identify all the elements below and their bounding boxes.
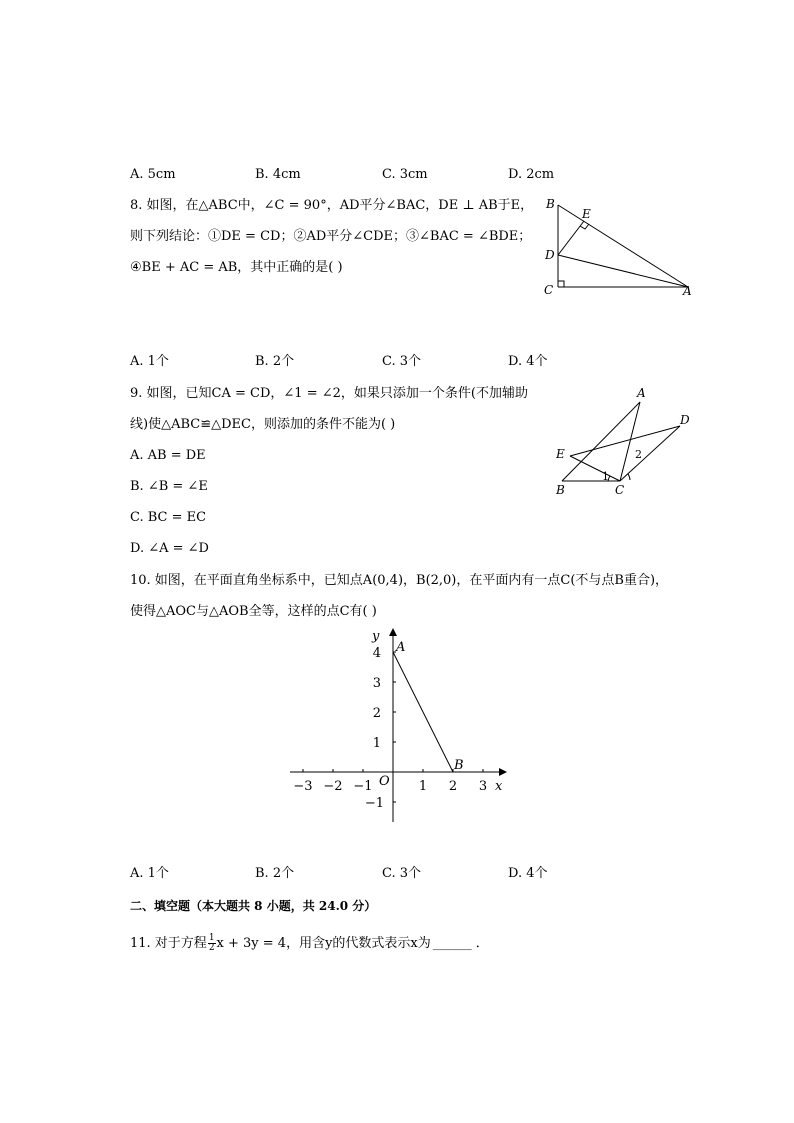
q9-option-c: C. BC = EC	[130, 510, 207, 525]
q8-segment-ad	[558, 255, 688, 287]
q10-stem-line1: 10. 如图，在平面直角坐标系中，已知点A(0,4)，B(2,0)，在平面内有一点C(不与点B重合)，	[130, 573, 669, 588]
q8-option-c: C. 3个	[382, 354, 422, 369]
q9-label-2: 2	[635, 448, 642, 461]
q8-figure	[540, 195, 700, 305]
q10-option-c: C. 3个	[382, 866, 422, 881]
q9-option-d: D. ∠A = ∠D	[130, 541, 209, 556]
q9-option-a: A. AB = DE	[130, 448, 206, 463]
q9-label-a: A	[637, 386, 646, 400]
q10-y-tick-label: 2	[372, 706, 381, 721]
q7-option-a: A. 5cm	[130, 167, 176, 182]
q8-side-ab	[558, 205, 688, 287]
q8-label-c: C	[544, 283, 554, 297]
q9-label-d: D	[680, 413, 690, 427]
q8-option-a: A. 1个	[130, 354, 169, 369]
q8-label-b: B	[546, 197, 555, 211]
q8-option-b: B. 2个	[255, 354, 295, 369]
q10-y-tick-label: 1	[372, 736, 381, 751]
q10-option-d: D. 4个	[508, 866, 548, 881]
q9-label-b: B	[556, 483, 565, 497]
q10-point-a-label: A	[396, 640, 406, 655]
q10-option-a: A. 1个	[130, 866, 169, 881]
q9-segment-ab	[562, 402, 640, 481]
q8-stem-line1: 8. 如图，在△ABC中，∠C = 90°，AD平分∠BAC，DE ⊥ AB于E，	[130, 198, 534, 213]
q10-x-tick-label: −1	[353, 779, 373, 794]
q10-stem-line2: 使得△AOC与△AOB全等，这样的点C有( )	[130, 604, 377, 619]
q9-option-b: B. ∠B = ∠E	[130, 479, 208, 494]
q10-coordinate-figure	[280, 624, 520, 829]
q8-right-angle-c	[558, 281, 564, 287]
q10-y-tick-label: 4	[372, 646, 381, 661]
q10-point-b-label: B	[454, 758, 464, 773]
q9-label-1: 1	[602, 470, 609, 483]
q11-fraction-denominator: 2	[208, 943, 215, 953]
q11-stem	[130, 934, 489, 954]
q7-option-c: C. 3cm	[382, 167, 428, 182]
q10-y-tick-label: −1	[364, 796, 384, 811]
q9-label-c: C	[615, 483, 625, 497]
q8-stem-line2: 则下列结论：①DE = CD；②AD平分∠CDE；③∠BAC = ∠BDE；	[130, 229, 532, 244]
q8-label-a: A	[683, 284, 692, 298]
section-heading: 二、填空题（本大题共 8 小题，共 24.0 分）	[130, 899, 377, 913]
q10-y-tick-label: 3	[372, 676, 381, 691]
q8-label-d: D	[545, 248, 555, 262]
q11-answer-blank[interactable]: ______	[432, 936, 472, 951]
q10-y-axis-label: y	[372, 629, 380, 644]
q10-option-b: B. 2个	[255, 866, 295, 881]
q9-figure	[552, 384, 702, 499]
q10-origin-label: O	[379, 774, 390, 789]
q8-label-e: E	[582, 207, 591, 221]
q9-label-e: E	[556, 447, 565, 461]
q10-x-tick-label: 3	[478, 779, 488, 794]
q10-x-tick-label: 1	[418, 779, 428, 794]
q8-option-d: D. 4个	[508, 354, 548, 369]
q9-segment-ec	[570, 456, 620, 481]
q10-x-tick-label: −3	[293, 779, 313, 794]
q11-suffix: x + 3y = 4，用含y的代数式表示x为	[216, 936, 431, 951]
q11-prefix: 11. 对于方程	[130, 936, 207, 951]
q11-end-mark: ．	[475, 936, 489, 951]
q10-segment-ab	[393, 652, 453, 772]
q11-fraction	[208, 934, 216, 953]
q10-x-axis-label: x	[495, 779, 503, 794]
q9-stem-line2: 线)使△ABC≌△DEC，则添加的条件不能为( )	[130, 417, 396, 432]
q7-option-d: D. 2cm	[508, 167, 555, 182]
q11-fraction-numerator: 1	[208, 933, 215, 943]
q8-stem-line3: ④BE + AC = AB，其中正确的是( )	[130, 260, 343, 275]
q9-angle-2-arc	[628, 474, 630, 480]
q7-option-b: B. 4cm	[255, 167, 301, 182]
q10-x-tick-label: 2	[448, 779, 458, 794]
q9-stem-line1: 9. 如图，已知CA = CD，∠1 = ∠2，如果只添加一个条件(不加辅助	[130, 386, 528, 401]
q10-x-tick-label: −2	[323, 779, 343, 794]
